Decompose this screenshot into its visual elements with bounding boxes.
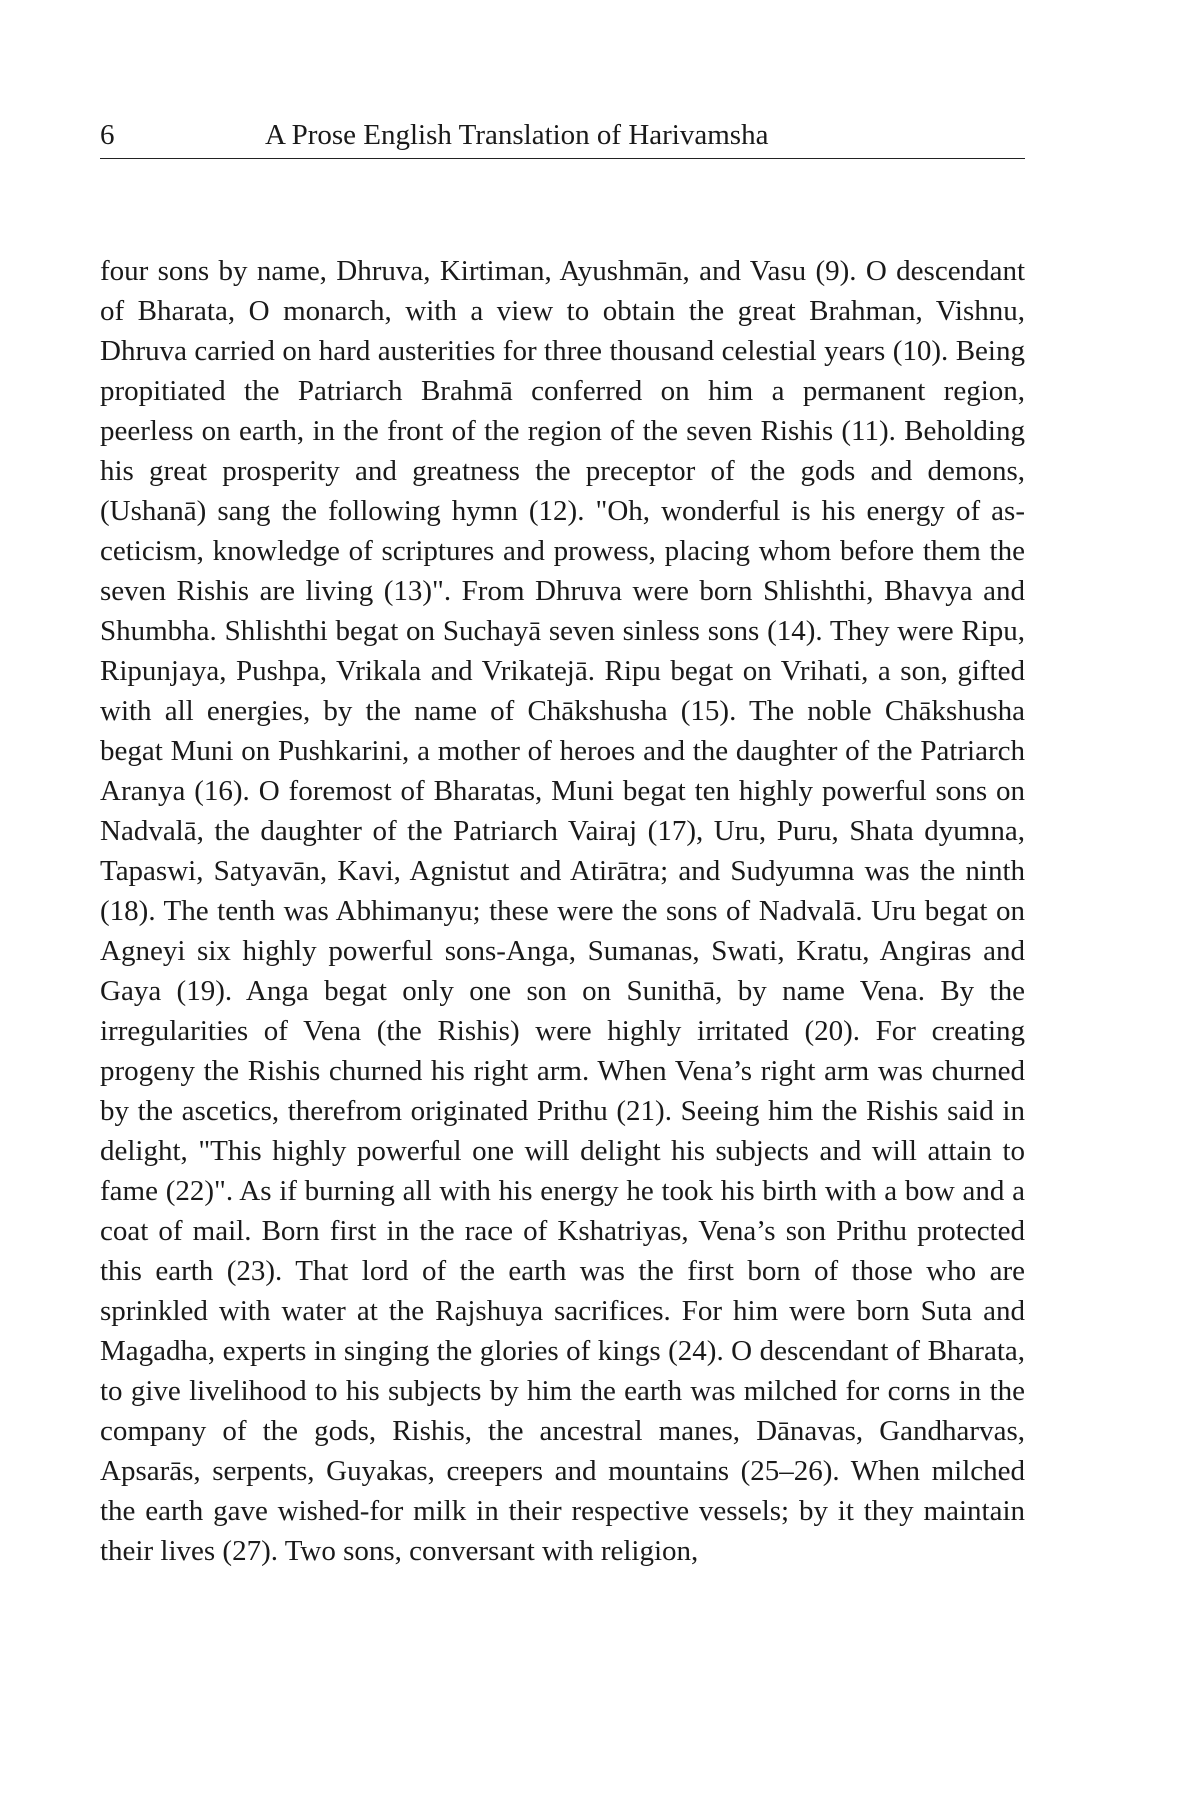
book-page (100, 0, 1025, 1800)
body-paragraph: four sons by name, Dhruva, Kirtiman, Ayushmān, and Vasu (9). O descendant of Bharata, O monarch, with a view to obtain the great Brahman, Vishnu, Dhruva carried on hard austerities for three thousand celestial years (10). Being propitiated the Patriarch Brahmā conferred on him a permanent region, peerless on earth, in the front of the region of the seven Rishis (11). Beholding his great prosperity and greatness the preceptor of the gods and demons, (Ushanā) sang the following hymn (12). "Oh, wonderful is his energy of asceticism, knowledge of scriptures and prowess, placing whom before them the seven Rishis are living (13)". From Dhruva were born Shlishthi, Bhavya and Shumbha. Shlishthi begat on Suchayā seven sinless sons (14). They were Ripu, Ripunjaya, Pushpa, Vrikala and Vrikatejā. Ripu begat on Vrihati, a son, gifted with all energies, by the name of Chākshusha (15). The noble Chākshusha begat Muni on Pushkarini, a mother of heroes and the daughter of the Patriarch Aranya (16). O foremost of Bharatas, Muni begat ten highly powerful sons on Nadvalā, the daughter of the Patriarch Vairaj (17), Uru, Puru, Shata dyumna, Tapaswi, Satyavān, Kavi, Agnistut and Atirātra; and Sudyumna was the ninth (18). The tenth was Abhimanyu; these were the sons of Nadvalā. Uru begat on Agneyi six highly powerful sons-Anga, Sumanas, Swati, Kratu, Angiras and Gaya (19). Anga begat only one son on Sunithā, by name Vena. By the irregularities of Vena (the Rishis) were highly irritated (20). For creating progeny the Rishis churned his right arm. When Vena’s right arm was churned by the ascetics, therefrom originated Prithu (21). Seeing him the Rishis said in delight, "This highly powerful one will delight his subjects and will attain to fame (22)". As if burning all with his energy he took his birth with a bow and a coat of mail. Born first in the race of Kshatriyas, Vena’s son Prithu protected this earth (23). That lord of the earth was the first born of those who are sprinkled with water at the Rajshuya sacrifices. For him were born Suta and Magadha, experts in singing the glories of kings (24). O descendant of Bharata, to give livelihood to his subjects by him the earth was milched for corns in the company of the gods, Rishis, the ancestral manes, Dānavas, Gandharvas, Apsarās, serpents, Guyakas, creepers and mountains (25–26). When milched the earth gave wished-for milk in their respective vessels; by it they maintain their lives (27). Two sons, conversant with religion, (100, 255, 1025, 1567)
running-header (100, 118, 1025, 159)
page-number: 6 (100, 119, 115, 151)
running-title: A Prose English Translation of Harivamsha (265, 119, 769, 151)
